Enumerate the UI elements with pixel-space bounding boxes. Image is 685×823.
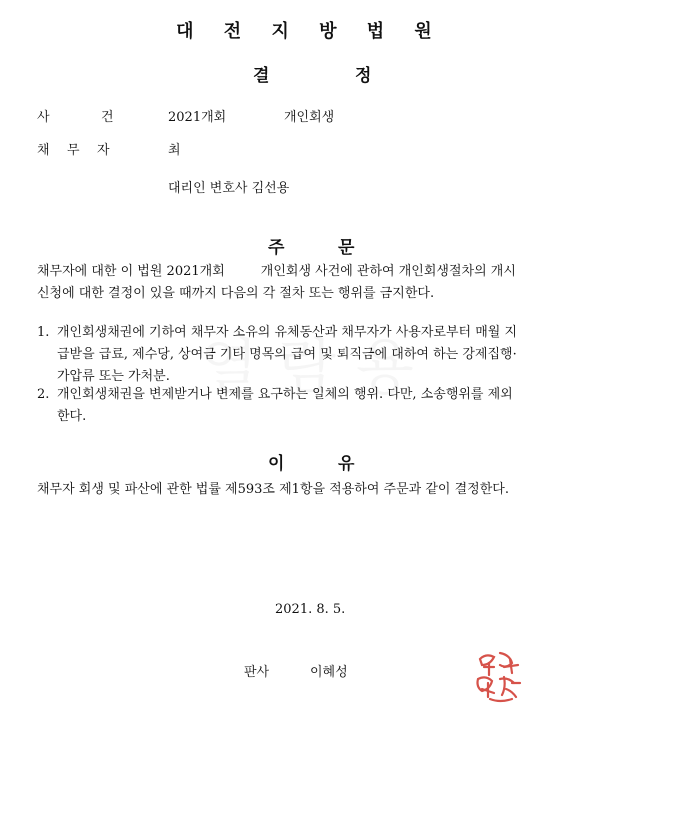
debtor-label-char-1: 채 <box>37 143 50 158</box>
redacted-blank <box>225 263 261 275</box>
decision-date: 2021. 8. 5. <box>275 602 346 617</box>
debtor-label-char-2: 무 <box>67 143 80 158</box>
order-paragraph-line-2: 신청에 대한 결정이 있을 때까지 다음의 각 절차 또는 행위를 금지한다. <box>37 286 435 301</box>
order-item-line: 한다. <box>57 409 87 424</box>
judge-title: 판사 <box>244 665 270 680</box>
order-paragraph-line-1 <box>37 261 516 283</box>
court-seal-stamp <box>470 645 530 705</box>
order-item-1 <box>37 322 587 388</box>
debtor-name: 최 <box>168 143 181 158</box>
order-heading-char-1: 주 <box>268 238 285 258</box>
order-item-line: 개인회생채권을 변제받거나 변제를 요구하는 일체의 행위. 다만, 소송행위를 제외 <box>57 387 513 402</box>
doc-title-char-2: 정 <box>355 66 372 86</box>
order-heading-char-2: 문 <box>338 238 355 258</box>
seal-graphic <box>470 645 530 705</box>
order-item-line: 가압류 또는 가처분. <box>57 369 170 384</box>
case-label-char-1: 사 <box>37 110 50 125</box>
reason-heading-char-1: 이 <box>268 454 285 474</box>
order-item-line: 개인회생채권에 기하여 채무자 소유의 유체동산과 채무자가 사용자로부터 매월 지 <box>57 325 518 340</box>
reason-heading-char-2: 유 <box>338 454 355 474</box>
order-item-number: 1. <box>37 325 50 340</box>
judge-name: 이혜성 <box>310 665 348 680</box>
order-line1-before: 채무자에 대한 이 법원 2021개회 <box>37 264 225 279</box>
case-label-char-2: 건 <box>101 110 114 125</box>
debtor-label-char-3: 자 <box>97 143 110 158</box>
order-item-line: 급받을 급료, 제수당, 상여금 기타 명목의 급여 및 퇴직금에 대하여 하는 강제집행· <box>57 347 517 362</box>
case-number: 2021개회 <box>168 110 227 125</box>
court-name: 대 전 지 방 법 원 <box>176 21 444 42</box>
reason-text: 채무자 회생 및 파산에 관한 법률 제593조 제1항을 적용하여 주문과 같이 결정한다. <box>37 482 509 497</box>
order-item-2 <box>37 384 587 428</box>
case-type: 개인회생 <box>284 110 335 125</box>
order-item-number: 2. <box>37 387 50 402</box>
order-line1-after: 개인회생 사건에 관하여 개인회생절차의 개시 <box>260 264 516 279</box>
debtor-agent: 대리인 변호사 김선용 <box>168 181 290 196</box>
doc-title-char-1: 결 <box>253 66 270 86</box>
